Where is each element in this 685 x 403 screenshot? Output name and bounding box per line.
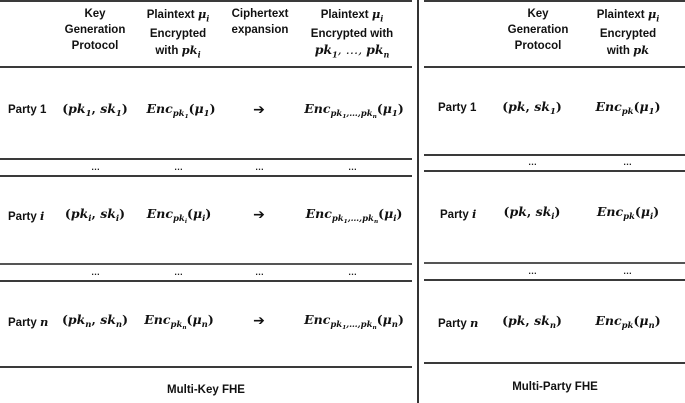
header-line: Ciphertext bbox=[231, 8, 289, 20]
header-line: Generation bbox=[507, 24, 569, 36]
party-label: Party 1 bbox=[438, 102, 477, 114]
encryption-single: $Enc_{pk_n}(\mu_n)$ bbox=[144, 312, 214, 331]
arrow-right-icon: ➔ bbox=[253, 206, 265, 222]
ellipsis: … bbox=[91, 162, 99, 172]
mp-row1-rule bbox=[424, 154, 685, 156]
mp-header-keygen bbox=[500, 6, 576, 54]
keypair: (pk, $sk_1$) bbox=[502, 99, 562, 117]
ellipsis: … bbox=[348, 267, 356, 277]
party-label: Party i bbox=[8, 209, 45, 223]
mk-header-plaintext-multi bbox=[304, 6, 400, 63]
party-label: Party n bbox=[8, 315, 49, 329]
ellipsis: … bbox=[174, 162, 182, 172]
mk-header-plaintext-enc bbox=[140, 6, 216, 63]
mp-caption: Multi-Party FHE bbox=[512, 381, 598, 393]
mp-rown-rule bbox=[424, 362, 685, 364]
party-label: Party i bbox=[440, 207, 477, 221]
mk-top-rule bbox=[0, 0, 412, 2]
ellipsis: … bbox=[255, 162, 263, 172]
ellipsis: … bbox=[528, 157, 536, 167]
ellipsis: … bbox=[348, 162, 356, 172]
keypair: (pk, $sk_n$) bbox=[502, 313, 562, 331]
header-line: Encrypted bbox=[149, 28, 207, 41]
header-line: Encrypted bbox=[599, 28, 657, 41]
mk-header-keygen bbox=[58, 6, 132, 54]
header-line: with $pk_i$ bbox=[155, 43, 201, 60]
encryption-multi: $Enc_{pk_1,\dots,pk_n}(\mu_1)$ bbox=[304, 101, 404, 120]
keypair: ($pk_n$, $sk_n$) bbox=[61, 312, 129, 330]
mk-caption: Multi-Key FHE bbox=[167, 384, 245, 396]
arrow-right-icon: ➔ bbox=[253, 101, 265, 117]
mp-dots1-rule bbox=[424, 170, 685, 172]
ellipsis: … bbox=[528, 266, 536, 276]
keypair: ($pk_i$, $sk_i$) bbox=[64, 206, 126, 224]
mk-dots2-rule bbox=[0, 280, 412, 282]
panel-divider bbox=[417, 0, 419, 403]
ellipsis: … bbox=[174, 267, 182, 277]
encryption-multi: $Enc_{pk_1,\dots,pk_n}(\mu_i)$ bbox=[305, 206, 403, 225]
header-line: with pk bbox=[606, 43, 650, 58]
mk-rown-rule bbox=[0, 366, 412, 368]
mp-dots2-rule bbox=[424, 279, 685, 281]
mp-header-rule bbox=[424, 66, 685, 68]
ellipsis: … bbox=[623, 266, 631, 276]
keypair: ($pk_1$, $sk_1$) bbox=[62, 101, 128, 119]
header-line: Key bbox=[527, 8, 549, 20]
header-line: Plaintext $\mu_i$ bbox=[320, 7, 384, 24]
header-line: Protocol bbox=[514, 40, 562, 52]
encryption-single: $Enc_{pk_1}(\mu_1)$ bbox=[146, 101, 216, 120]
party-label: Party n bbox=[438, 316, 479, 330]
mk-dots1-rule bbox=[0, 175, 412, 177]
ellipsis: … bbox=[91, 267, 99, 277]
header-line: $pk_1$, …, $pk_n$ bbox=[314, 42, 390, 60]
mp-rowi-rule bbox=[424, 262, 685, 264]
encryption-single: $Enc_{pk_i}(\mu_i)$ bbox=[146, 206, 212, 225]
encryption-shared: $Enc_{pk}(\mu_1)$ bbox=[595, 99, 661, 117]
mk-row1-rule bbox=[0, 158, 412, 160]
encryption-shared: $Enc_{pk}(\mu_i)$ bbox=[596, 204, 660, 222]
encryption-shared: $Enc_{pk}(\mu_n)$ bbox=[595, 313, 661, 331]
mp-top-rule bbox=[424, 0, 685, 2]
ellipsis: … bbox=[623, 157, 631, 167]
header-line: expansion bbox=[231, 24, 289, 36]
ellipsis: … bbox=[255, 267, 263, 277]
header-line: Plaintext $\mu_i$ bbox=[146, 7, 210, 24]
header-line: Plaintext $\mu_i$ bbox=[596, 7, 660, 24]
header-line: Generation bbox=[64, 24, 126, 36]
mk-rowi-rule bbox=[0, 263, 412, 265]
arrow-right-icon: ➔ bbox=[253, 312, 265, 328]
party-label: Party 1 bbox=[8, 104, 47, 116]
encryption-multi: $Enc_{pk_1,\dots,pk_n}(\mu_n)$ bbox=[304, 312, 404, 331]
keypair: (pk, $sk_i$) bbox=[503, 204, 561, 222]
header-line: Key bbox=[84, 8, 106, 20]
header-line: Encrypted with bbox=[310, 28, 394, 41]
mp-header-plaintext-enc bbox=[588, 6, 668, 59]
header-line: Protocol bbox=[71, 40, 119, 52]
mk-header-rule bbox=[0, 66, 412, 68]
mk-header-ciphertext-expansion bbox=[224, 6, 296, 38]
